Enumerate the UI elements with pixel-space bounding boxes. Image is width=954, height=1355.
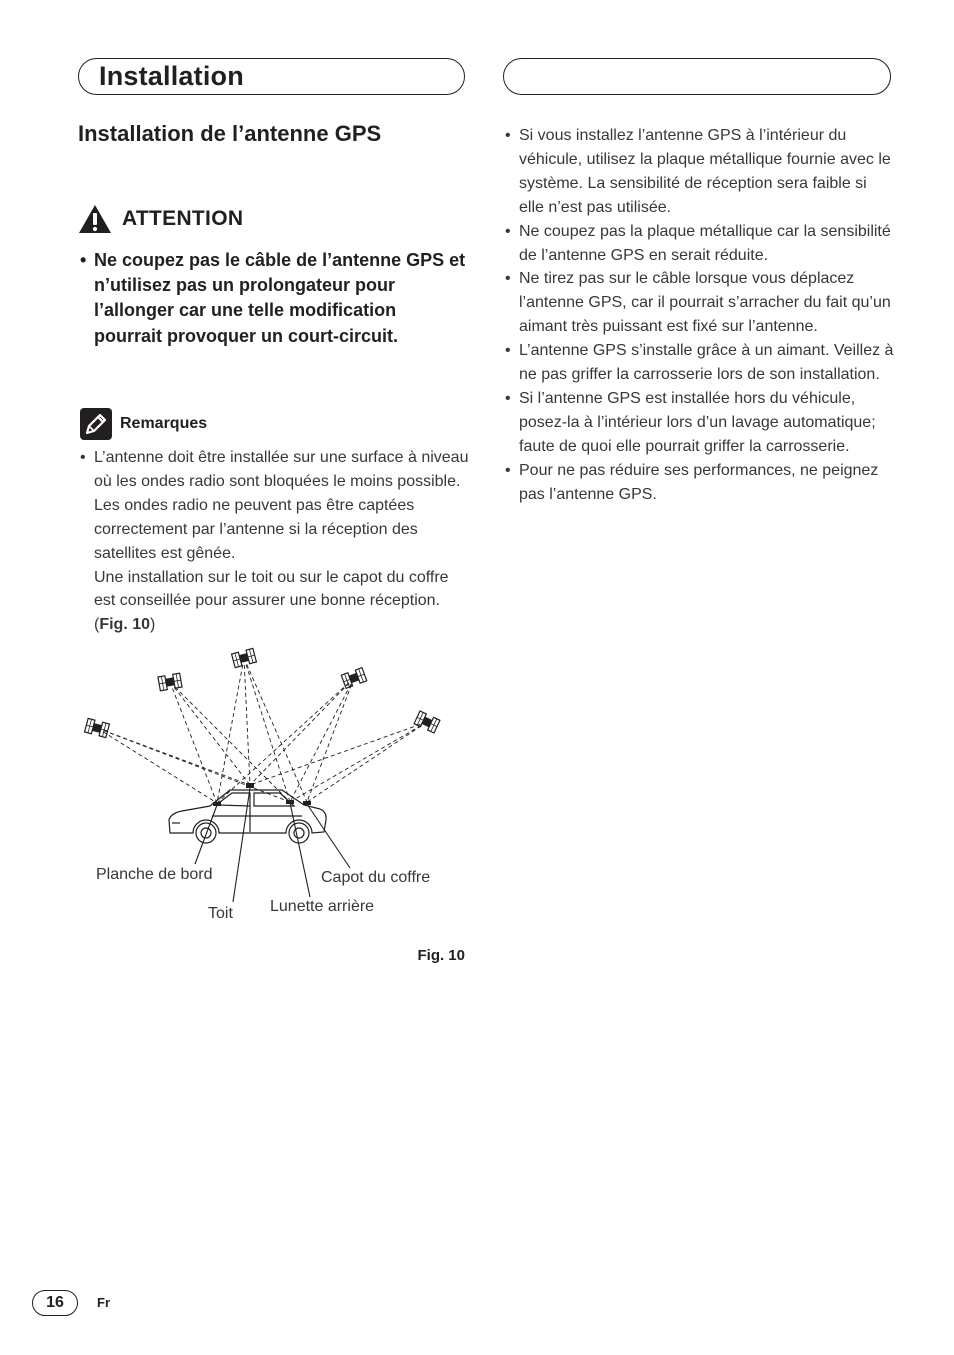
note-text-continued: Une installation sur le toit ou sur le capot du coffre est conseillée pour assurer une bonne réception. (: [94, 568, 449, 634]
satellite-icon: [85, 718, 110, 737]
notes-label: Remarques: [120, 415, 208, 432]
list-item: [503, 339, 895, 387]
attention-text: Ne coupez pas le câble de l’antenne GPS et n’utilisez pas un prolongateur pour l’allonger car une telle modification pourrait provoquer un court-circuit.: [94, 250, 466, 346]
bullet: •: [505, 222, 511, 240]
bullet: •: [80, 449, 86, 466]
satellite-icon: [414, 711, 440, 733]
figure-caption: Fig. 10: [417, 947, 465, 964]
car-icon: [169, 790, 326, 843]
list-item: [78, 446, 470, 637]
note-text: Pour ne pas réduire ses performances, ne peignez pas l’antenne GPS.: [519, 461, 879, 503]
bullet: •: [505, 127, 511, 144]
bullet: •: [505, 270, 511, 288]
notes-list-left: [78, 446, 470, 637]
note-text: Si vous installez l’antenne GPS à l’intérieur du véhicule, utilisez la plaque métallique fournie avec le système. La sensibilité de réception sera faible si elle n’est pas utilisée.: [519, 127, 891, 216]
section-title: Installation de l’antenne GPS: [78, 121, 382, 146]
bullet: •: [505, 461, 511, 479]
left-column: [78, 120, 469, 634]
label-trunk-lid: Capot du coffre: [321, 869, 431, 886]
header-tab-right: [503, 58, 891, 95]
satellite-icon: [341, 668, 366, 689]
attention-label: ATTENTION: [122, 207, 244, 230]
note-text: Ne coupez pas la plaque métallique car la sensibilité de l’antenne GPS en serait réduite.: [519, 222, 891, 264]
satellite-icon: [232, 648, 257, 667]
notes-heading: [80, 408, 207, 440]
right-column: [503, 124, 893, 507]
list-item: [503, 267, 895, 339]
label-roof: Toit: [208, 905, 233, 922]
bullet: •: [505, 389, 511, 407]
list-item: [503, 124, 895, 220]
note-text: L’antenne doit être installée sur une surface à niveau où les ondes radio sont bloquées le moins possible. Les ondes radio ne peuvent pas être captées correctement par l’antenne si la réception des satellites est gênée.: [94, 449, 469, 562]
label-rear-window: Lunette arrière: [270, 898, 375, 915]
list-item: [503, 220, 895, 268]
satellite-icon: [158, 673, 182, 691]
page-section-title: Installation: [99, 61, 244, 91]
page-number: 16: [32, 1290, 78, 1316]
warning-triangle-icon: [78, 204, 112, 234]
figure-gps-placement: [82, 640, 472, 940]
language-label: Fr: [97, 1295, 110, 1310]
notes-list-right: [503, 124, 895, 507]
list-item: [503, 387, 895, 459]
pencil-note-icon: [80, 408, 112, 440]
attention-item: [78, 248, 468, 349]
bullet: •: [80, 250, 87, 270]
note-text: Si l’antenne GPS est installée hors du véhicule, posez-la à l’intérieur lors d’un lavage automatique; faute de quoi elle pourrait griffer la carrosserie.: [519, 389, 876, 455]
note-text-end: ): [150, 616, 156, 634]
label-dashboard: Planche de bord: [96, 866, 213, 883]
figure-reference: Fig. 10: [99, 616, 151, 634]
note-text: L’antenne GPS s’installe grâce à un aimant. Veillez à ne pas griffer la carrosserie lors de son installation.: [519, 342, 894, 384]
list-item: [503, 459, 895, 507]
note-text: Ne tirez pas sur le câble lorsque vous déplacez l’antenne GPS, car il pourrait s’arracher du fait qu’un aimant très puissant est fixé sur l’antenne.: [519, 270, 891, 336]
attention-heading: [78, 202, 243, 236]
bullet: •: [505, 342, 511, 360]
car-satellite-diagram: [82, 640, 472, 940]
header-tab-left: [78, 58, 465, 95]
